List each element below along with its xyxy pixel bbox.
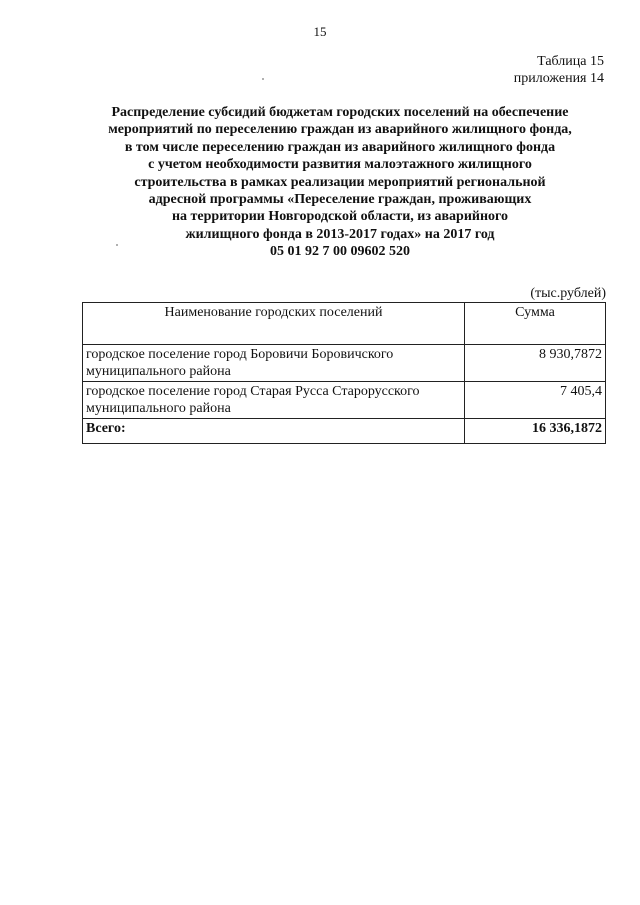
page-number: 15 — [313, 24, 327, 39]
table-row — [83, 345, 606, 382]
title-line: жилищного фонда в 2013-2017 годах» на 2017 год — [185, 226, 495, 242]
title-line: мероприятий по переселению граждан из аварийного жилищного фонда, — [108, 122, 572, 138]
budget-code-line: 05 01 92 7 00 09602 520 — [270, 244, 410, 260]
document-title — [70, 104, 610, 261]
total-label: Всего: — [83, 419, 465, 444]
title-line: адресной программы «Переселение граждан, проживающих — [148, 192, 532, 208]
units-label: (тыс.рублей) — [530, 286, 606, 301]
table-reference — [514, 53, 604, 87]
title-line: в том числе переселению граждан из аварийного жилищного фонда — [124, 139, 556, 155]
sum-cell: 7 405,4 — [465, 382, 606, 419]
settlement-name-cell: городское поселение город Боровичи Боровичского муниципального района — [83, 345, 465, 382]
total-row — [83, 419, 606, 444]
settlement-name-cell: городское поселение город Старая Русса Старорусского муниципального района — [83, 382, 465, 419]
table-row — [83, 382, 606, 419]
scan-speck — [262, 78, 264, 80]
subsidy-table — [82, 302, 606, 444]
title-line: на территории Новгородской области, из аварийного — [171, 209, 509, 225]
header-sum: Сумма — [465, 303, 606, 345]
header-settlement-name: Наименование городских поселений — [83, 303, 465, 345]
table-reference-line: Таблица 15 — [537, 54, 604, 69]
title-line: с учетом необходимости развития малоэтажного жилищного — [148, 157, 532, 173]
total-sum: 16 336,1872 — [465, 419, 606, 444]
title-line: строительства в рамках реализации мероприятий региональной — [134, 174, 546, 190]
title-line: Распределение субсидий бюджетам городских поселений на обеспечение — [111, 105, 569, 120]
sum-cell: 8 930,7872 — [465, 345, 606, 382]
table-header-row — [83, 303, 606, 345]
appendix-reference-line: приложения 14 — [513, 71, 604, 86]
